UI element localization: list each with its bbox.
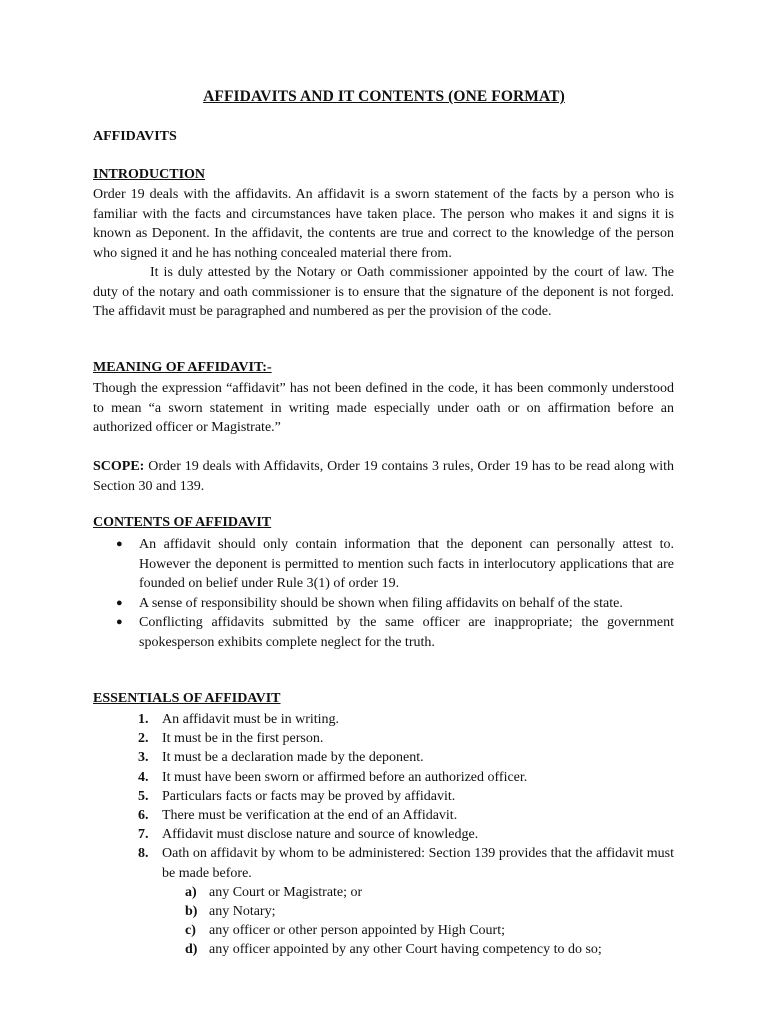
- list-item-text: It must be in the first person.: [162, 731, 324, 747]
- section-label: AFFIDAVITS: [93, 129, 177, 144]
- introduction-paragraph-1: Order 19 deals with the affidavits. An affidavit is a sworn statement of the facts by a person who is familiar with the facts and circumstances have taken place. The person who makes it and signs it is known as Deponent. In the affidavit, the contents are true and correct to the knowledge of the person who signed it and he has nothing concealed material there from.: [93, 187, 674, 261]
- list-item-number: 5.: [138, 788, 149, 804]
- sub-list-item-letter: c): [185, 923, 196, 939]
- meaning-paragraph: Though the expression “affidavit” has not been defined in the code, it has been commonly understood to mean “a sworn statement in writing made especially under oath or on affirmation before an authorized officer or Magistrate.”: [93, 381, 674, 435]
- list-item-text: Conflicting affidavits submitted by the same officer are inappropriate; the government spokesperson exhibits complete neglect for the truth.: [139, 615, 674, 650]
- bullet-icon: ●: [116, 538, 123, 550]
- sub-list-item-letter: a): [185, 884, 197, 900]
- introduction-paragraph-2: It is duly attested by the Notary or Oath commissioner appointed by the court of law. The duty of the notary and oath commissioner is to ensure that the signature of the deponent is not forged. The affidavit must be paragraphed and numbered as per the provision of the code.: [93, 265, 674, 319]
- sub-list-item-text: any Court or Magistrate; or: [209, 884, 363, 900]
- introduction-heading: INTRODUCTION: [93, 167, 206, 182]
- contents-heading: CONTENTS OF AFFIDAVIT: [93, 515, 272, 530]
- essentials-heading: ESSENTIALS OF AFFIDAVIT: [93, 691, 281, 706]
- list-item-text: An affidavit should only contain information that the deponent can personally attest to. However the deponent is permitted to mention such facts in interlocutory applications that are founded on belief under Rule 3(1) of order 19.: [139, 537, 674, 591]
- list-item: [93, 594, 674, 614]
- list-item-text: An affidavit must be in writing.: [162, 712, 340, 727]
- document-title: AFFIDAVITS AND IT CONTENTS (ONE FORMAT): [203, 88, 565, 105]
- sub-list-item-text: any Notary;: [209, 904, 276, 920]
- sub-list: [162, 883, 674, 960]
- sub-list-item-text: any officer or other person appointed by High Court;: [209, 923, 506, 939]
- list-item: [93, 806, 674, 825]
- list-item-text: It must have been sworn or affirmed before an authorized officer.: [162, 769, 528, 785]
- list-item: [93, 729, 674, 748]
- bullet-icon: ●: [116, 616, 123, 628]
- sub-list-item: [162, 921, 674, 940]
- list-item: [93, 535, 674, 594]
- list-item-text: Particulars facts or facts may be proved by affidavit.: [162, 788, 456, 804]
- list-item-number: 3.: [138, 750, 149, 766]
- list-item: [93, 710, 674, 729]
- sub-list-item: [162, 883, 674, 902]
- list-item: [93, 768, 674, 787]
- essentials-list: [93, 710, 674, 960]
- list-item-text: Oath on affidavit by whom to be administered: Section 139 provides that the affidavit must be made before.: [162, 846, 674, 881]
- scope-text: Order 19 deals with Affidavits, Order 19 contains 3 rules, Order 19 has to be read along with Section 30 and 139.: [93, 459, 674, 494]
- contents-list: [93, 535, 674, 652]
- list-item-text: Affidavit must disclose nature and source of knowledge.: [162, 827, 479, 843]
- list-item: [93, 787, 674, 806]
- list-item: [93, 748, 674, 767]
- list-item-text: A sense of responsibility should be shown when filing affidavits on behalf of the state.: [139, 595, 623, 611]
- list-item: [93, 613, 674, 652]
- list-item: [93, 844, 674, 959]
- sub-list-item-letter: d): [185, 942, 198, 958]
- scope-label: SCOPE:: [93, 459, 145, 474]
- meaning-heading: MEANING OF AFFIDAVIT:-: [93, 360, 272, 375]
- sub-list-item-letter: b): [185, 904, 198, 920]
- list-item-number: 1.: [138, 712, 149, 727]
- list-item-number: 6.: [138, 808, 149, 824]
- list-item-number: 7.: [138, 827, 149, 843]
- sub-list-item: [162, 940, 674, 959]
- list-item-number: 4.: [138, 769, 149, 785]
- list-item: [93, 825, 674, 844]
- scope-paragraph: [93, 457, 674, 496]
- list-item-number: 2.: [138, 731, 149, 747]
- bullet-icon: ●: [116, 596, 123, 609]
- list-item-text: It must be a declaration made by the deponent.: [162, 750, 424, 766]
- list-item-number: 8.: [138, 846, 149, 862]
- sub-list-item: [162, 902, 674, 921]
- sub-list-item-text: any officer appointed by any other Court having competency to do so;: [209, 942, 602, 958]
- list-item-text: There must be verification at the end of an Affidavit.: [162, 808, 458, 824]
